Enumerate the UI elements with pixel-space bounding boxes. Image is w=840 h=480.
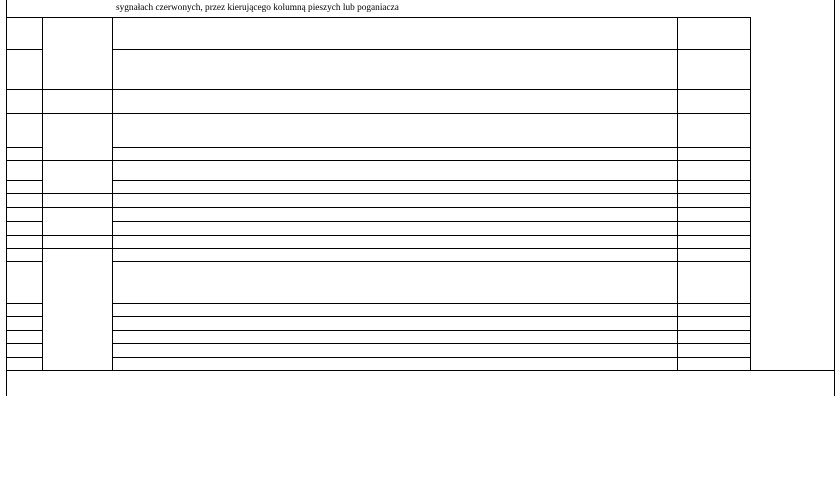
- rule-main: [112, 343, 750, 344]
- col-line-kwota: [677, 147, 678, 160]
- rule-lp: [6, 180, 42, 181]
- rule-art: [42, 160, 112, 161]
- col-line-ref: [750, 113, 751, 147]
- col-line-kwota: [677, 193, 678, 207]
- col-line-art: [112, 160, 113, 180]
- rule-main: [112, 180, 750, 181]
- col-line-ref: [750, 160, 751, 180]
- col-line-lp: [42, 357, 43, 370]
- col-line-lp: [42, 235, 43, 248]
- rule-main: [112, 113, 750, 114]
- rule-main: [112, 330, 750, 331]
- col-line-kwota: [677, 248, 678, 261]
- rule-lp: [6, 160, 42, 161]
- continuation-text: sygnałach czerwonych, przez kierującego kolumną pieszych lub poganiacza: [116, 3, 399, 13]
- col-line-art: [112, 193, 113, 207]
- col-line-art: [112, 343, 113, 357]
- rule-main: [112, 235, 750, 236]
- col-line-kwota: [677, 49, 678, 89]
- col-line-art: [112, 113, 113, 147]
- col-line-ref: [750, 261, 751, 303]
- rule-lp: [6, 193, 42, 194]
- col-line-kwota: [677, 89, 678, 113]
- col-line-ref: [750, 357, 751, 370]
- col-line-lp: [42, 49, 43, 89]
- rule-lp: [6, 357, 42, 358]
- col-line-ref: [750, 235, 751, 248]
- col-line-ref: [750, 221, 751, 235]
- col-line-art: [112, 248, 113, 261]
- col-line-kwota: [677, 343, 678, 357]
- col-line-lp: [42, 113, 43, 147]
- col-line-ref: [750, 330, 751, 343]
- col-line-kwota: [677, 330, 678, 343]
- col-line-ref: [750, 343, 751, 357]
- col-line-lp: [42, 316, 43, 330]
- col-line-lp: [42, 147, 43, 160]
- col-line-ref: [750, 316, 751, 330]
- col-line-art: [112, 147, 113, 160]
- col-line-art: [112, 261, 113, 303]
- col-line-ref: [750, 89, 751, 113]
- rule-lp: [6, 207, 42, 208]
- col-line-art: [112, 89, 113, 113]
- col-line-kwota: [677, 207, 678, 221]
- rule-main: [112, 221, 750, 222]
- col-line-lp: [42, 193, 43, 207]
- rule-main: [112, 207, 750, 208]
- col-line-art: [112, 330, 113, 343]
- col-line-kwota: [677, 221, 678, 235]
- col-line-art: [112, 221, 113, 235]
- col-line-art: [112, 316, 113, 330]
- col-line-kwota: [677, 303, 678, 316]
- col-line-kwota: [677, 316, 678, 330]
- col-line-art: [112, 357, 113, 370]
- rule-lp: [6, 343, 42, 344]
- rule-main: [112, 316, 750, 317]
- rule-lp: [6, 49, 42, 50]
- rule-lp: [6, 261, 42, 262]
- col-line-kwota: [677, 180, 678, 193]
- col-line-ref: [750, 17, 751, 49]
- rule-lp: [6, 17, 42, 18]
- rule-lp: [6, 330, 42, 331]
- col-line-art: [112, 180, 113, 193]
- col-line-lp: [42, 17, 43, 49]
- rule-main: [112, 147, 750, 148]
- col-line-kwota: [677, 357, 678, 370]
- col-line-lp: [42, 207, 43, 221]
- rule-art: [42, 89, 112, 90]
- col-line-lp: [42, 261, 43, 303]
- col-line-lp: [42, 221, 43, 235]
- col-line-ref: [750, 248, 751, 261]
- col-line-ref: [750, 303, 751, 316]
- col-line-ref: [750, 193, 751, 207]
- rule-main: [112, 303, 750, 304]
- col-line-art: [112, 207, 113, 221]
- rule-main: [112, 49, 750, 50]
- col-line-art: [112, 303, 113, 316]
- rule-lp: [6, 303, 42, 304]
- col-line-ref: [750, 49, 751, 89]
- col-line-ref: [750, 147, 751, 160]
- rule-lp: [6, 113, 42, 114]
- border-right: [834, 0, 835, 396]
- rule-art: [42, 113, 112, 114]
- rule-bottom: [6, 370, 834, 371]
- rule-main: [112, 160, 750, 161]
- rule-main: [112, 193, 750, 194]
- rule-main: [112, 89, 750, 90]
- rule-art: [42, 193, 112, 194]
- col-line-ref: [750, 180, 751, 193]
- col-line-lp: [42, 180, 43, 193]
- col-line-lp: [42, 330, 43, 343]
- col-line-art: [112, 49, 113, 89]
- col-line-ref: [750, 207, 751, 221]
- rule-art: [42, 207, 112, 208]
- border-left: [6, 0, 7, 396]
- col-line-kwota: [677, 261, 678, 303]
- col-line-kwota: [677, 17, 678, 49]
- rule-lp: [6, 89, 42, 90]
- col-line-kwota: [677, 235, 678, 248]
- col-line-lp: [42, 343, 43, 357]
- rule-lp: [6, 248, 42, 249]
- col-line-art: [112, 17, 113, 49]
- col-line-kwota: [677, 113, 678, 147]
- rule-lp: [6, 235, 42, 236]
- rule-main: [112, 248, 750, 249]
- col-line-art: [112, 235, 113, 248]
- rule-main: [112, 261, 750, 262]
- rule-lp: [6, 316, 42, 317]
- col-line-lp: [42, 160, 43, 180]
- rule-art: [42, 248, 112, 249]
- col-line-kwota: [677, 160, 678, 180]
- rule-lp: [6, 221, 42, 222]
- rule-art: [42, 235, 112, 236]
- rule-main: [112, 357, 750, 358]
- rule-art: [42, 17, 112, 18]
- col-line-lp: [42, 303, 43, 316]
- rule-main: [112, 17, 750, 18]
- rule-lp: [6, 147, 42, 148]
- col-line-lp: [42, 248, 43, 261]
- col-line-lp: [42, 89, 43, 113]
